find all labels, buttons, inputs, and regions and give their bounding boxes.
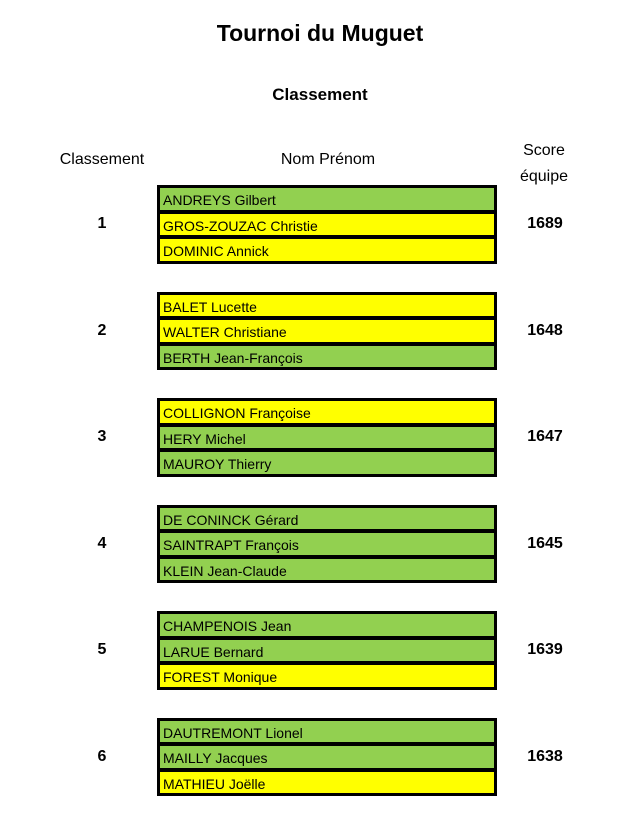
team-rank: 3 [97, 428, 107, 445]
player-name-cell: DAUTREMONT Lionel [159, 720, 495, 744]
column-header-name: Nom Prénom [280, 151, 376, 168]
player-name-cell: WALTER Christiane [159, 319, 495, 343]
page-title: Tournoi du Muguet [216, 20, 424, 46]
team-score: 1648 [527, 321, 563, 339]
player-name-cell: MATHIEU Joëlle [159, 771, 495, 795]
team-score: 1689 [527, 215, 563, 232]
player-name-cell: FOREST Monique [159, 664, 495, 688]
team-score: 1645 [527, 534, 563, 552]
player-name-cell: MAILLY Jacques [159, 745, 495, 769]
team-score: 1638 [527, 747, 563, 765]
player-name-cell: DE CONINCK Gérard [159, 507, 495, 531]
player-name-cell: BALET Lucette [159, 294, 495, 318]
team-group [0, 398, 640, 490]
team-group [0, 611, 640, 703]
team-players-box [157, 718, 497, 797]
team-rank: 2 [97, 321, 107, 339]
team-score: 1647 [527, 428, 563, 445]
team-players-box [157, 611, 497, 690]
player-name-cell: ANDREYS Gilbert [159, 187, 495, 211]
team-score: 1639 [527, 641, 563, 658]
team-group [0, 718, 640, 810]
column-header-score: Score équipe [519, 142, 569, 185]
team-rank: 6 [97, 747, 107, 765]
player-name-cell: COLLIGNON Françoise [159, 400, 495, 424]
team-players-box [157, 292, 497, 371]
player-name-cell: KLEIN Jean-Claude [159, 558, 495, 582]
player-name-cell: LARUE Bernard [159, 639, 495, 663]
player-name-cell: CHAMPENOIS Jean [159, 613, 495, 637]
column-header-rank: Classement [59, 151, 145, 168]
team-players-box [157, 505, 497, 584]
player-name-cell: SAINTRAPT François [159, 532, 495, 556]
team-rank: 1 [97, 215, 107, 232]
player-name-cell: BERTH Jean-François [159, 345, 495, 369]
team-players-box [157, 185, 497, 264]
player-name-cell: DOMINIC Annick [159, 238, 495, 262]
team-rank: 4 [97, 534, 107, 552]
player-name-cell: MAUROY Thierry [159, 451, 495, 475]
player-name-cell: GROS-ZOUZAC Christie [159, 213, 495, 237]
team-players-box [157, 398, 497, 477]
team-rank: 5 [97, 641, 107, 658]
team-group [0, 505, 640, 597]
player-name-cell: HERY Michel [159, 426, 495, 450]
team-group [0, 292, 640, 384]
team-group [0, 185, 640, 277]
page-subtitle: Classement [272, 85, 368, 104]
